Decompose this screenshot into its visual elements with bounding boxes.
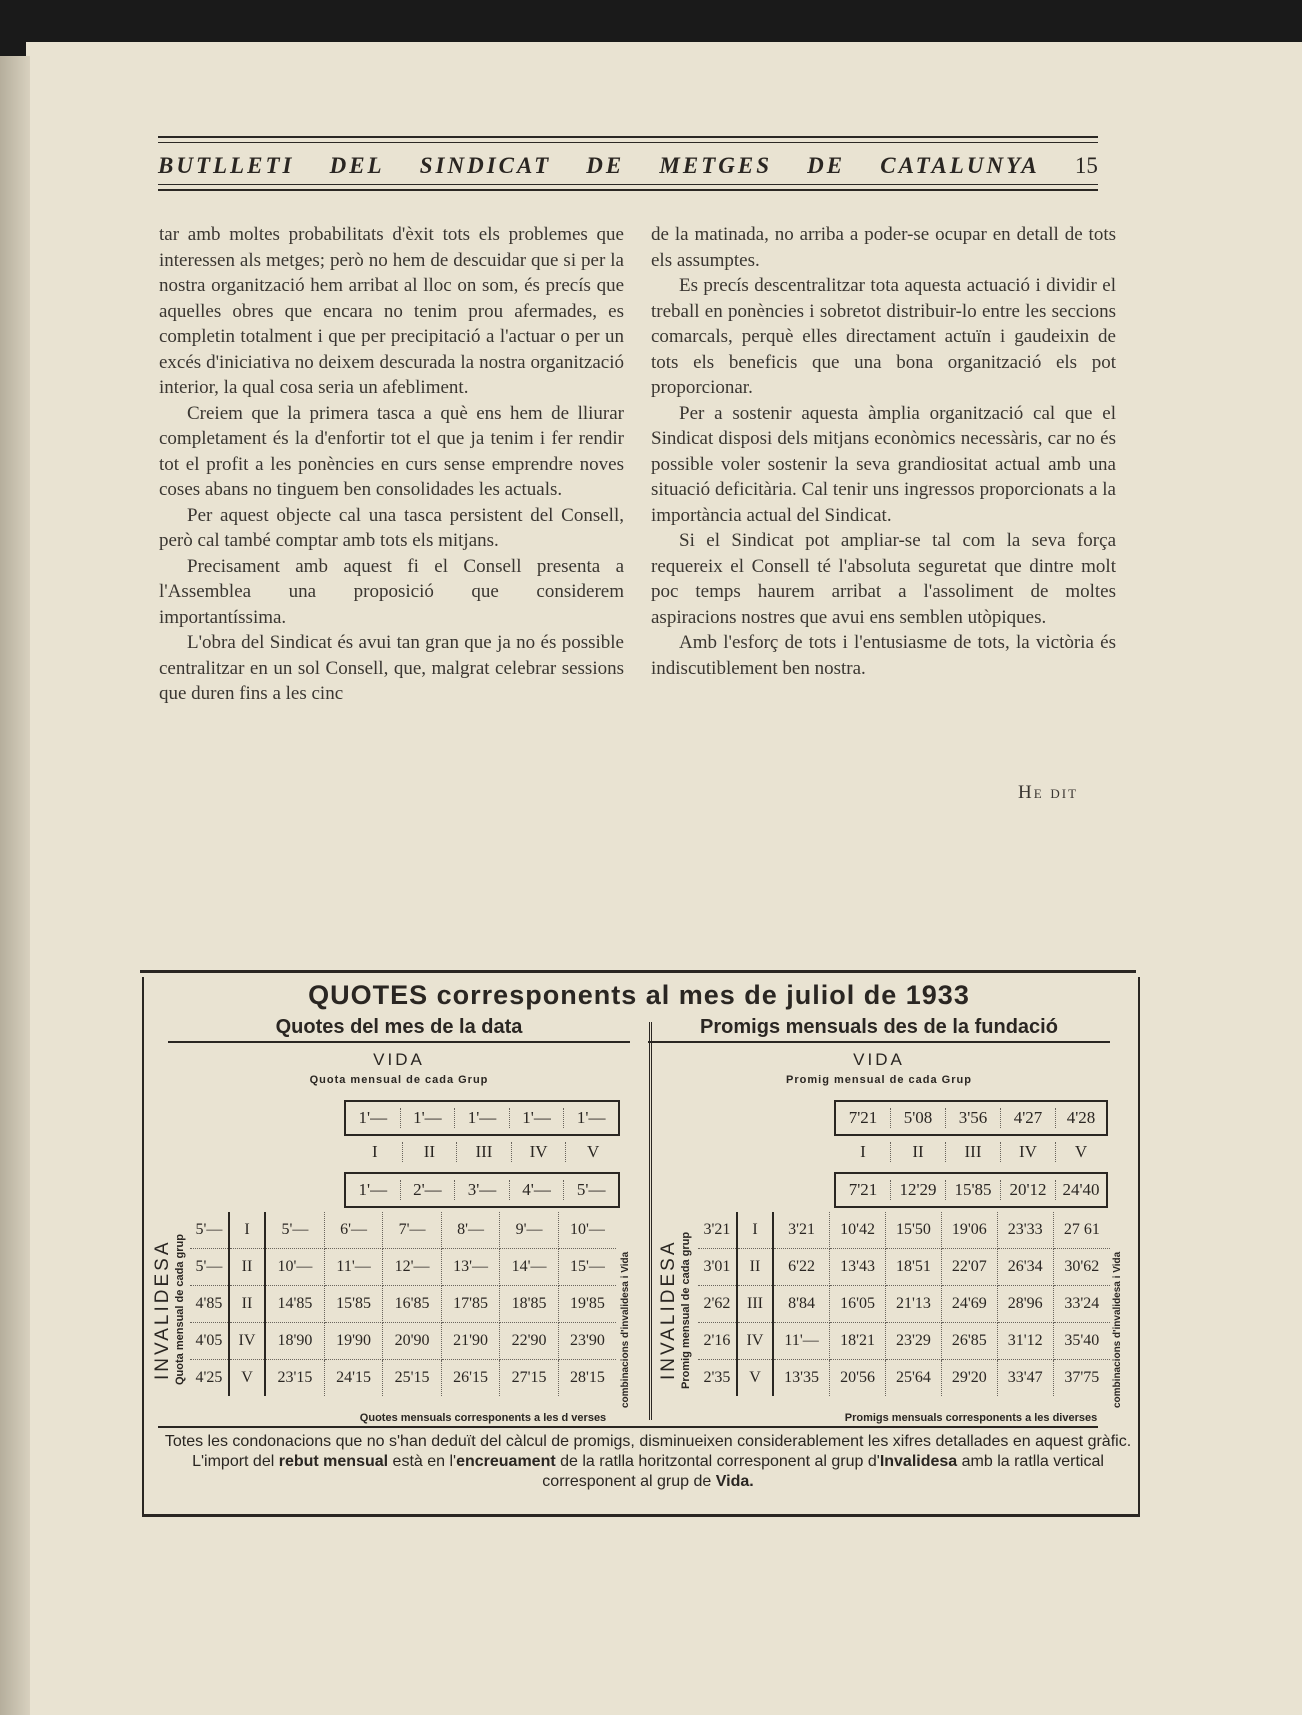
cell: 4'— [510,1180,565,1200]
header-rule-bottom-thin [158,184,1098,185]
cell: 12'29 [891,1180,946,1200]
header-word: BUTLLETI [158,153,295,178]
cell: 26'85 [941,1323,997,1360]
combinations-side-label: combinacions d'invalidesa i Vida [1112,1251,1123,1408]
cell: 27 61 [1053,1212,1110,1249]
vida-sublabel: Quota mensual de cada Grup [309,1074,489,1086]
signoff: He dit [1018,782,1079,803]
cell: 24'15 [324,1360,383,1397]
cell: 5'— [190,1212,229,1249]
cell: 4'25 [190,1360,229,1397]
cell: 5'— [576,1180,606,1199]
panel-subtitle: Quotes del mes de la data [168,1016,630,1043]
header-rule-top [158,136,1098,138]
table-bottom-rule [142,1514,1140,1517]
cell: 6'— [324,1212,383,1249]
header-word: CATALUNYA [880,153,1040,178]
page-number: 15 [1074,153,1098,178]
cell: 26'34 [997,1249,1053,1286]
cell: 18'21 [830,1323,886,1360]
table-row [190,1249,616,1286]
cell: I [836,1142,891,1162]
cell: 21'13 [886,1286,942,1323]
cell: III [946,1142,1001,1162]
table-row [698,1249,1110,1286]
cell: 5'08 [891,1108,946,1128]
cell: 2'35 [698,1360,737,1397]
note-part: L'import del [192,1453,279,1470]
cell: 30'62 [1053,1249,1110,1286]
cell: V [229,1360,265,1397]
invalidesa-side-label [152,1212,192,1408]
table-top-rule [140,970,1136,973]
bottom-caption: Promigs mensuals corresponents a les diverses [844,1412,1098,1424]
cell: 22'07 [941,1249,997,1286]
table-row [698,1323,1110,1360]
cell: 22'90 [500,1323,559,1360]
vida-sublabel: Promig mensual de cada Grup [786,1074,972,1086]
cell: 11'— [324,1249,383,1286]
cell: 24'69 [941,1286,997,1323]
cell: 14'— [500,1249,559,1286]
vida-group-row [348,1136,620,1168]
paragraph: L'obra del Sindicat és avui tan gran que ja no és possible centralitzar en un sol Consell, que, malgrat celebrar sessions que duren fins a les cinc [159,632,624,704]
panel-subtitle: Promigs mensuals des de la fundació [648,1016,1110,1043]
vida-label: VIDA [373,1050,425,1069]
cell: 16'05 [830,1286,886,1323]
cell: 24'40 [1062,1180,1100,1199]
vida-top-average-row [834,1100,1108,1136]
cell: 25'64 [886,1360,942,1397]
cell: 17'85 [441,1286,500,1323]
cell: V [1074,1142,1088,1161]
cell: 4'27 [1001,1108,1056,1128]
cell: 23'90 [558,1323,616,1360]
table-row [698,1212,1110,1249]
note-emphasis: encreuament [456,1453,556,1470]
cell: II [891,1142,946,1162]
combinations-side-label: combinacions d'invalidesa i Vida [620,1251,631,1408]
note-part: amb la ratlla vertical corresponent al grup de [542,1453,1104,1490]
cell: 2'62 [698,1286,737,1323]
invalidesa-subtitle: Promig mensual de cada grup [680,1231,692,1389]
cell: 8'— [441,1212,500,1249]
cell: V [737,1360,773,1397]
header-word: DE [586,153,625,178]
averages-panel [648,1016,1123,1426]
cell: 8'84 [773,1286,830,1323]
cell: 10'42 [830,1212,886,1249]
cell: 26'15 [441,1360,500,1397]
cell: 15'— [558,1249,616,1286]
cell: 28'15 [569,1369,605,1386]
cell: 15'50 [886,1212,942,1249]
table-row [190,1323,616,1360]
cell: 20'56 [830,1360,886,1397]
cell: II [229,1249,265,1286]
cell: 23'15 [265,1360,324,1397]
cell: 1'— [401,1108,456,1128]
combination-grid [698,1212,1110,1396]
cell: 11'— [773,1323,830,1360]
cell: 7'21 [836,1108,891,1128]
cell: 5'— [265,1212,324,1249]
cell: 18'51 [886,1249,942,1286]
table-row [190,1212,616,1249]
cell: I [737,1212,773,1249]
paragraph: tar amb moltes probabilitats d'èxit tots els problemes que interessen als metges; però no hem de descuidar que si per la nostra organització hem arribat al lloc on som, és precís que aquelles obres que encara no tenim prou afermades, es completin totalment i que per precipitació a l'actuar o per un excés d'iniciativa no deixem descurada la nostra organització interior, la qual cosa seria un afebliment. [159,224,624,398]
running-header [158,150,1098,182]
cell: IV [512,1142,567,1162]
note-emphasis: rebut mensual [278,1453,389,1470]
cell: 23'29 [886,1323,942,1360]
paragraph: Precisament amb aquest fi el Consell presenta a l'Assemblea una proposició que considerem importantíssima. [159,555,624,628]
vida-quota-row [344,1172,620,1208]
cell: 33'24 [1053,1286,1110,1323]
cell: 4'28 [1066,1108,1096,1127]
cell: III [737,1286,773,1323]
header-rule-bottom [158,189,1098,191]
note-emphasis: Invalidesa [879,1453,958,1470]
cell: 4'85 [190,1286,229,1323]
table-row [698,1360,1110,1397]
vida-top-quota-row [344,1100,620,1136]
paragraph: Per a sostenir aquesta àmplia organització cal que el Sindicat disposi dels mitjans econòmics necessàris, car no és possible voler sostenir la seva grandiositat actual amb una situació deficitària. Cal tenir uns ingressos proporcionats a la importància actual del Sindicat. [651,402,1116,526]
cell: 25'15 [383,1360,442,1397]
cell: 19'85 [558,1286,616,1323]
bottom-caption: Quotes mensuals corresponents a les d verses [359,1412,607,1424]
table-row [698,1286,1110,1323]
combination-grid [190,1212,616,1396]
header-word: DE [807,153,846,178]
cell: IV [1001,1142,1056,1162]
cell: 13'35 [773,1360,830,1397]
cell: I [348,1142,403,1162]
cell: 9'— [500,1212,559,1249]
cell: 13'43 [830,1249,886,1286]
cell: 7'— [383,1212,442,1249]
cell: 10'— [265,1249,324,1286]
quotes-panel [152,1016,631,1426]
cell: 19'06 [941,1212,997,1249]
cell: 3'56 [946,1108,1001,1128]
cell: 37'75 [1064,1369,1100,1386]
note-part: està en l' [388,1453,457,1470]
paragraph: Amb l'esforç de tots i l'entusiasme de tots, la victòria és indiscutiblement ben nostra. [651,632,1116,679]
note-part: de la ratlla horitzontal corresponent al grup d' [555,1453,880,1470]
cell: IV [737,1323,773,1360]
cell: 14'85 [265,1286,324,1323]
paragraph: Si el Sindicat pot ampliar-se tal com la seva força requereix el Consell té l'absoluta seguretat que dintre molt poc temps haurem arribat a l'assoliment de moltes aspiracions nostres que avui ens semblen utòpiques. [651,530,1116,628]
text-column-right [651,222,1116,681]
table-notes [158,1432,1138,1492]
vida-average-row [834,1172,1108,1208]
header-word: SINDICAT [419,153,552,178]
cell: 1'— [455,1108,510,1128]
cell: 35'40 [1053,1323,1110,1360]
cell: II [403,1142,458,1162]
cell: III [457,1142,512,1162]
cell: 4'05 [190,1323,229,1360]
cell: 28'96 [997,1286,1053,1323]
cell: 23'33 [997,1212,1053,1249]
cell: 15'85 [946,1180,1001,1200]
notes-rule [158,1426,1098,1428]
cell: 18'90 [265,1323,324,1360]
cell: 1'— [346,1180,401,1200]
invalidesa-title: INVALIDESA [658,1239,679,1381]
table-row [190,1286,616,1323]
paragraph: de la matinada, no arriba a poder-se ocupar en detall de tots els assumptes. [651,224,1116,271]
invalidesa-subtitle: Quota mensual de cada grup [174,1234,186,1386]
cell: 7'21 [836,1180,891,1200]
cell: 19'90 [324,1323,383,1360]
cell: II [229,1286,265,1323]
cell: 6'22 [773,1249,830,1286]
cell: 20'90 [383,1323,442,1360]
table-title: QUOTES corresponents al mes de juliol de 1933 [308,980,970,1010]
paragraph: Es precís descentralitzar tota aquesta actuació i dividir el treball en ponències i sobretot distribuir-lo entre les seccions comarcals, perquè elles directament actuïn i gaudeixin de tots els beneficis que una bona organització els pot proporcionar. [651,275,1116,398]
note-line-2 [158,1452,1138,1492]
cell: 3'01 [698,1249,737,1286]
header-rule-top-thin [158,142,1098,143]
cell: 15'85 [324,1286,383,1323]
note-line: Totes les condonacions que no s'han deduït del càlcul de promigs, disminueixen considerablement les xifres detallades en aquest gràfic. [164,1433,1132,1450]
cell: 31'12 [997,1323,1053,1360]
cell: 10'— [558,1212,616,1249]
cell: 3'21 [773,1212,830,1249]
header-word: METGES [659,153,772,178]
cell: 18'85 [500,1286,559,1323]
header-word: DEL [329,153,385,178]
cell: I [229,1212,265,1249]
cell: 1'— [576,1108,606,1127]
cell: V [587,1142,600,1161]
cell: 12'— [383,1249,442,1286]
page-gutter [0,56,30,1715]
note-emphasis: Vida. [715,1473,754,1490]
paragraph: Creiem que la primera tasca a què ens hem de lliurar completament és la d'enfortir tot el que ja tenim i fer rendir tot el profit a les ponències en curs sense emprendre noves coses abans no tinguem ben consolidades les actuals. [159,402,624,500]
cell: 21'90 [441,1323,500,1360]
cell: 3'— [455,1180,510,1200]
table-row [190,1360,616,1397]
cell: 2'— [401,1180,456,1200]
vida-label: VIDA [853,1050,905,1069]
cell: 2'16 [698,1323,737,1360]
cell: 1'— [510,1108,565,1128]
cell: 29'20 [941,1360,997,1397]
paragraph: Per aquest objecte cal una tasca persistent del Consell, però cal també comptar amb tots els mitjans. [159,504,624,551]
cell: 5'— [190,1249,229,1286]
cell: 20'12 [1001,1180,1056,1200]
cell: 3'21 [698,1212,737,1249]
vida-group-row [836,1136,1106,1168]
text-column-left [159,222,624,707]
invalidesa-title: INVALIDESA [152,1239,173,1381]
cell: 27'15 [500,1360,559,1397]
cell: 1'— [346,1108,401,1128]
cell: IV [229,1323,265,1360]
cell: 33'47 [997,1360,1053,1397]
cell: 13'— [441,1249,500,1286]
cell: 16'85 [383,1286,442,1323]
cell: II [737,1249,773,1286]
invalidesa-side-label [658,1212,698,1408]
